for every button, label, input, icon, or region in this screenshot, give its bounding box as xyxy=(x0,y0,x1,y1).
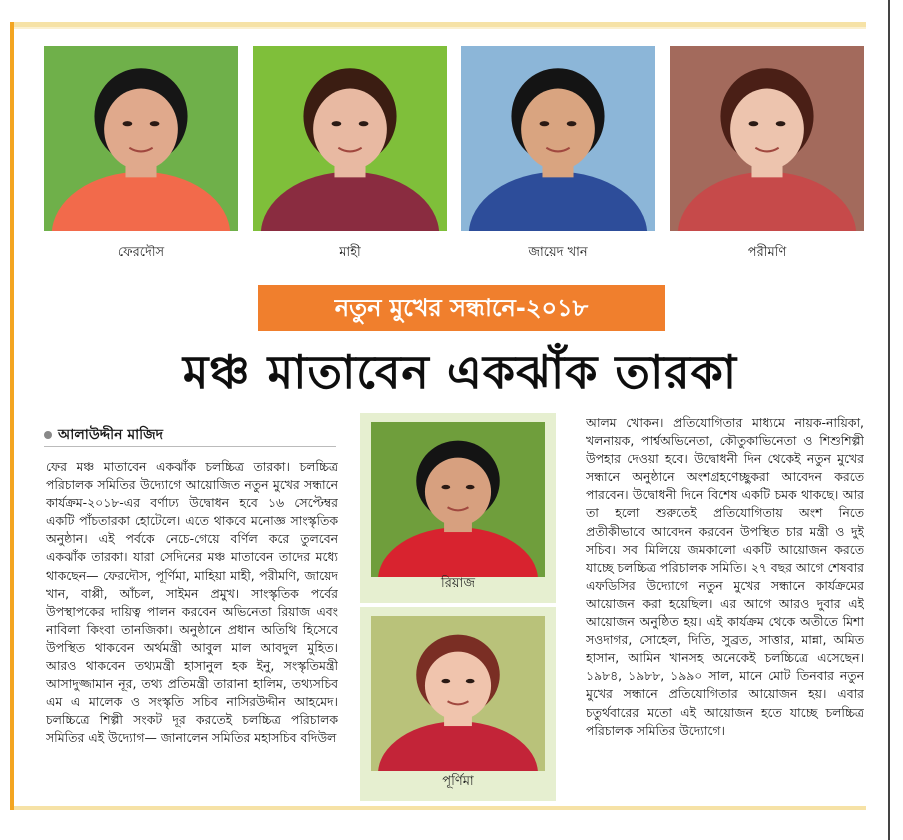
section-banner: নতুন মুখের সন্ধানে-২০১৮ xyxy=(258,285,665,331)
bullet-icon xyxy=(44,431,52,439)
caption-ferdous: ফেরদৌস xyxy=(117,245,165,260)
page-edge xyxy=(888,0,890,840)
article-headline: মঞ্চ মাতাবেন একঝাঁক তারকা xyxy=(182,345,738,399)
sidebar-photo-purnima xyxy=(360,607,556,801)
photo-zayed-khan xyxy=(461,46,655,231)
caption-riaz: রিয়াজ xyxy=(441,576,475,591)
top-border xyxy=(10,22,866,27)
left-border xyxy=(10,22,14,810)
photo-porimoni xyxy=(670,46,864,231)
byline-divider xyxy=(44,446,336,447)
sidebar-photo-riaz xyxy=(360,413,556,603)
caption-zayed-khan: জায়েদ খান xyxy=(528,245,588,260)
caption-mahi: মাহী xyxy=(339,245,361,260)
bottom-border xyxy=(10,806,866,810)
author-name: আলাউদ্দীন মাজিদ xyxy=(58,427,164,443)
article-column-2: আলম খোকন। প্রতিযোগিতার মাধ্যমে নায়ক-নায়িকা, খলনায়ক, পার্শ্বঅভিনেতা, কৌতুকাভিনেতা ও শিশুশিল্পী উপহার দেওয়া হবে। উদ্বোধনী দিন থেকেই নতুন মুখের সন্ধানে অনুষ্ঠানে অংশগ্রহণেচ্ছুকরা আবেদন করতে পারবেন। উদ্বোধনী দিনে বিশেষ একটি চমক থাকছে। আর তা হলো শুরুতেই প্রতিযোগিতায় অংশ নিতে প্রতীকীভাবে আবেদন করবেন উপস্থিত চার মন্ত্রী ও দুই সচিব। সব মিলিয়ে জমকালো একটি আয়োজন করতে যাচ্ছে চলচ্চিত্র পরিচালক সমিতি। ২৭ বছর আগে শেষবার এফডিসির উদ্যোগে নতুন মুখের সন্ধানে কার্যক্রমের আয়োজন করা হয়েছিল। এর আগে আরও দুবার এই আয়োজন অনুষ্ঠিত হয়। এই কার্যক্রম থেকে অতীতে মিশা সওদাগর, সোহেল, দিতি, সুব্রত, সাত্তার, মান্না, অমিত হাসান, আমিন খানসহ অনেকেই চলচ্চিত্রে এসেছেন। ১৯৮৪, ১৯৮৮, ১৯৯০ সাল, মানে মোট তিনবার নতুন মুখের সন্ধানে প্রতিযোগিতার আয়োজন হয়। এবার চতুর্থবারের মতো এই আয়োজন হতে যাচ্ছে চলচ্চিত্র পরিচালক সমিতির উদ্যোগে। xyxy=(586,415,864,738)
caption-purnima: পূর্ণিমা xyxy=(442,774,474,789)
photo-ferdous xyxy=(44,46,238,231)
caption-porimoni: পরীমণি xyxy=(747,245,787,260)
article-column-1: ফের মঞ্চ মাতাবেন একঝাঁক চলচ্চিত্র তারকা। চলচ্চিত্র পরিচালক সমিতির উদ্যোগে আয়োজিত নতুন মুখের সন্ধানে কার্যক্রম-২০১৮-এর বর্ণাঢ্য উদ্বোধন হবে ১৬ সেপ্টেম্বর একটি পাঁচতারকা হোটেলে। এতে থাকবে মনোজ্ঞ সাংস্কৃতিক অনুষ্ঠান। এই পর্বকে নেচে-গেয়ে বর্ণিল করে তুলবেন একঝাঁক তারকা। যারা সেদিনের মঞ্চ মাতাবেন তাদের মধ্যে থাকছেন— ফেরদৌস, পূর্ণিমা, মাহিয়া মাহী, পরীমণি, জায়েদ খান, বাপ্পী, আঁচল, সাইমন প্রমুখ। সাংস্কৃতিক পর্বের উপস্থাপকের দায়িত্ব পালন করবেন অভিনেতা রিয়াজ এবং নাবিলা কিংবা তানজিকা। অনুষ্ঠানে প্রধান অতিথি হিসেবে উপস্থিত থাকবেন অর্থমন্ত্রী আবুল মাল আবদুল মুহিত। আরও থাকবেন তথ্যমন্ত্রী হাসানুল হক ইনু, সংস্কৃতিমন্ত্রী আসাদুজ্জামান নূর, তথ্য প্রতিমন্ত্রী তারানা হালিম, তথ্যসচিব এম এ মালেক ও সংস্কৃতি সচিব নাসিরউদ্দীন আহমেদ। চলচ্চিত্রে শিল্পী সংকট দূর করতেই চলচ্চিত্র পরিচালক সমিতির এই উদ্যোগ— জানালেন সমিতির মহাসচিব বদিউল xyxy=(46,459,338,746)
byline xyxy=(44,423,163,447)
photo-mahi xyxy=(253,46,447,231)
